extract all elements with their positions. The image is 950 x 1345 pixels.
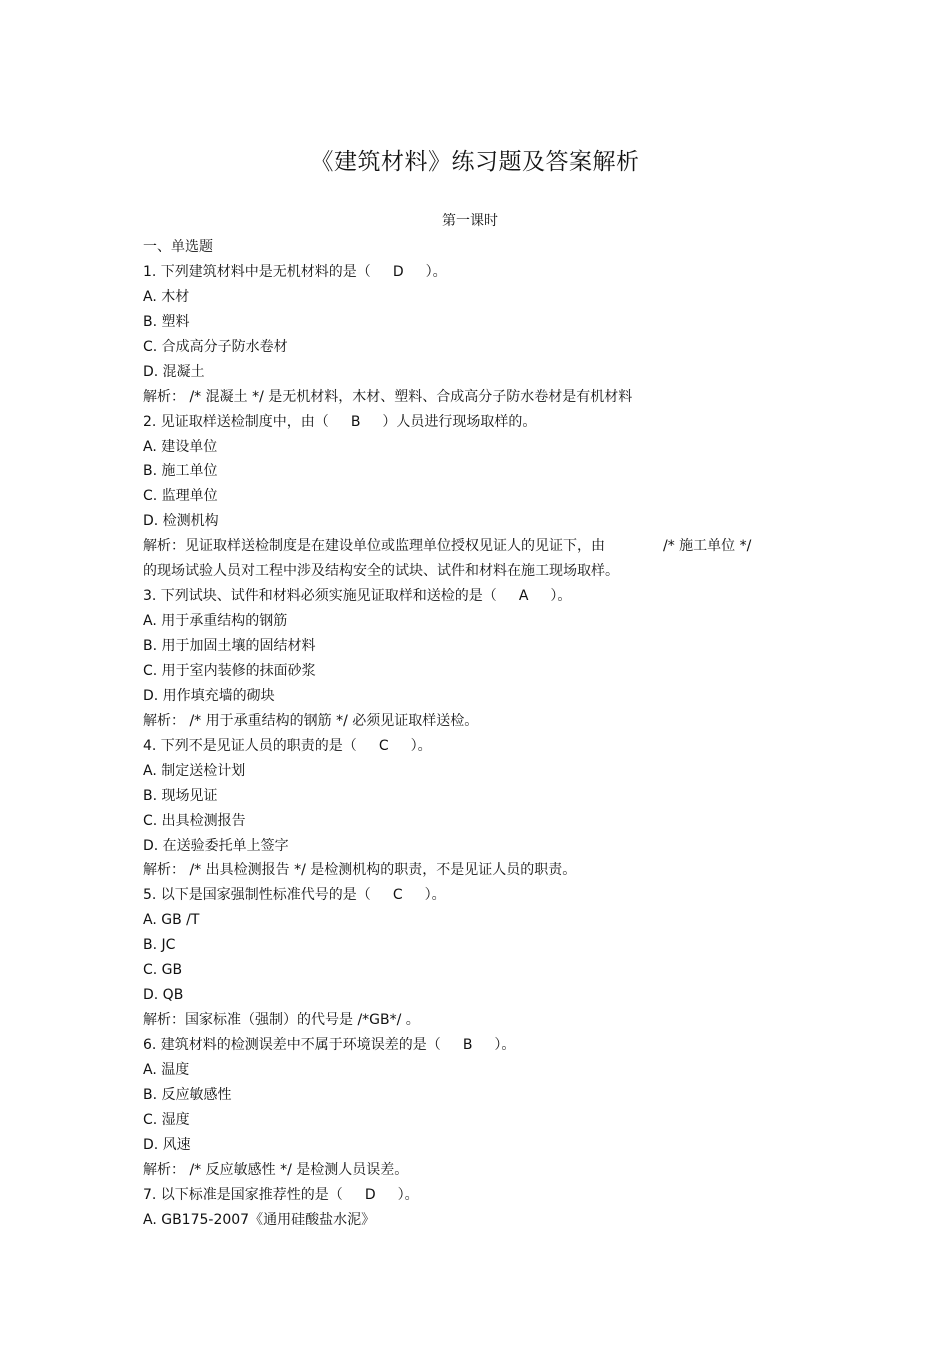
document-body xyxy=(143,235,808,1233)
answer-letter: B xyxy=(350,413,361,430)
option-d: D. 混凝土 xyxy=(143,363,205,380)
option-c: C. 湿度 xyxy=(143,1111,190,1128)
question-text: 3. 下列试块、试件和材料必须实施见证取样和送检的是（ xyxy=(143,588,497,605)
question-3 xyxy=(143,584,808,609)
analysis-3: 解析： /* 用于承重结构的钢筋 */ 必须见证取样送检。 xyxy=(143,712,479,729)
answer-letter: C xyxy=(378,737,389,754)
option-d: D. QB xyxy=(143,987,184,1004)
option-c: C. GB xyxy=(143,962,183,979)
question-text: 6. 建筑材料的检测误差中不属于环境误差的是（ xyxy=(143,1037,441,1053)
option-b: B. 施工单位 xyxy=(143,463,218,480)
option-b: B. 现场见证 xyxy=(143,787,218,804)
answer-letter: D xyxy=(392,263,404,280)
option-a: A. 温度 xyxy=(143,1061,190,1078)
question-text-end: ）。 xyxy=(410,737,432,754)
question-4 xyxy=(143,734,808,759)
question-text: 4. 下列不是见证人员的职责的是（ xyxy=(143,737,357,754)
question-text-end: ）。 xyxy=(494,1037,516,1053)
question-6 xyxy=(143,1033,808,1058)
answer-letter: C xyxy=(392,887,403,904)
question-1 xyxy=(143,260,808,285)
option-d: D. 在送验委托单上签字 xyxy=(143,837,289,854)
analysis-1: 解析： /* 混凝土 */ 是无机材料，木材、塑料、合成高分子防水卷材是有机材料 xyxy=(143,388,633,405)
analysis-4: 解析： /* 出具检测报告 */ 是检测机构的职责，不是见证人员的职责。 xyxy=(143,862,577,879)
option-b: B. 塑料 xyxy=(143,313,190,330)
option-a: A. GB175-2007《通用硅酸盐水泥》 xyxy=(143,1211,376,1228)
answer-letter: A xyxy=(518,588,529,605)
option-b: B. 反应敏感性 xyxy=(143,1086,232,1103)
option-d: D. 风速 xyxy=(143,1136,191,1153)
section-heading: 一、单选题 xyxy=(143,239,213,255)
question-text: 5. 以下是国家强制性标准代号的是（ xyxy=(143,887,371,904)
question-7 xyxy=(143,1183,808,1208)
answer-letter: B xyxy=(462,1037,473,1053)
option-d: D. 检测机构 xyxy=(143,513,219,530)
option-c: C. 用于室内装修的抹面砂浆 xyxy=(143,662,316,679)
question-text: 2. 见证取样送检制度中，由（ xyxy=(143,413,329,430)
option-a: A. 用于承重结构的钢筋 xyxy=(143,613,288,630)
option-c: C. 出具检测报告 xyxy=(143,812,246,829)
analysis-answer: /* 施工单位 */ xyxy=(663,538,752,555)
question-text-end: ）。 xyxy=(550,588,572,605)
option-b: B. 用于加固土壤的固结材料 xyxy=(143,638,316,654)
analysis-5: 解析：国家标准（强制）的代号是 /*GB*/ 。 xyxy=(143,1012,420,1029)
question-text-end: ）人员进行现场取样的。 xyxy=(382,413,537,430)
option-a: A. GB /T xyxy=(143,912,200,929)
option-d: D. 用作填充墙的砌块 xyxy=(143,687,275,704)
option-b: B. JC xyxy=(143,937,176,954)
option-c: C. 监理单位 xyxy=(143,488,218,505)
question-text: 7. 以下标准是国家推荐性的是（ xyxy=(143,1186,343,1203)
document-title: 《建筑材料》练习题及答案解析 xyxy=(310,149,640,175)
question-2 xyxy=(143,410,808,435)
question-text: 1. 下列建筑材料中是无机材料的是（ xyxy=(143,263,371,280)
question-text-end: ）。 xyxy=(397,1186,419,1203)
option-a: A. 木材 xyxy=(143,288,190,305)
analysis-text: 解析：见证取样送检制度是在建设单位或监理单位授权见证人的见证下，由 xyxy=(143,538,605,555)
question-text-end: ）。 xyxy=(425,263,447,280)
lesson-heading: 第一课时 xyxy=(442,213,498,229)
question-5 xyxy=(143,883,808,908)
option-a: A. 建设单位 xyxy=(143,438,218,455)
analysis-2-cont: 的现场试验人员对工程中涉及结构安全的试块、试件和材料在施工现场取样。 xyxy=(143,563,619,580)
option-a: A. 制定送检计划 xyxy=(143,762,246,779)
question-text-end: ）。 xyxy=(424,887,446,904)
analysis-6: 解析： /* 反应敏感性 */ 是检测人员误差。 xyxy=(143,1161,409,1178)
option-c: C. 合成高分子防水卷材 xyxy=(143,338,288,355)
answer-letter: D xyxy=(364,1186,376,1203)
analysis-2 xyxy=(143,534,808,559)
